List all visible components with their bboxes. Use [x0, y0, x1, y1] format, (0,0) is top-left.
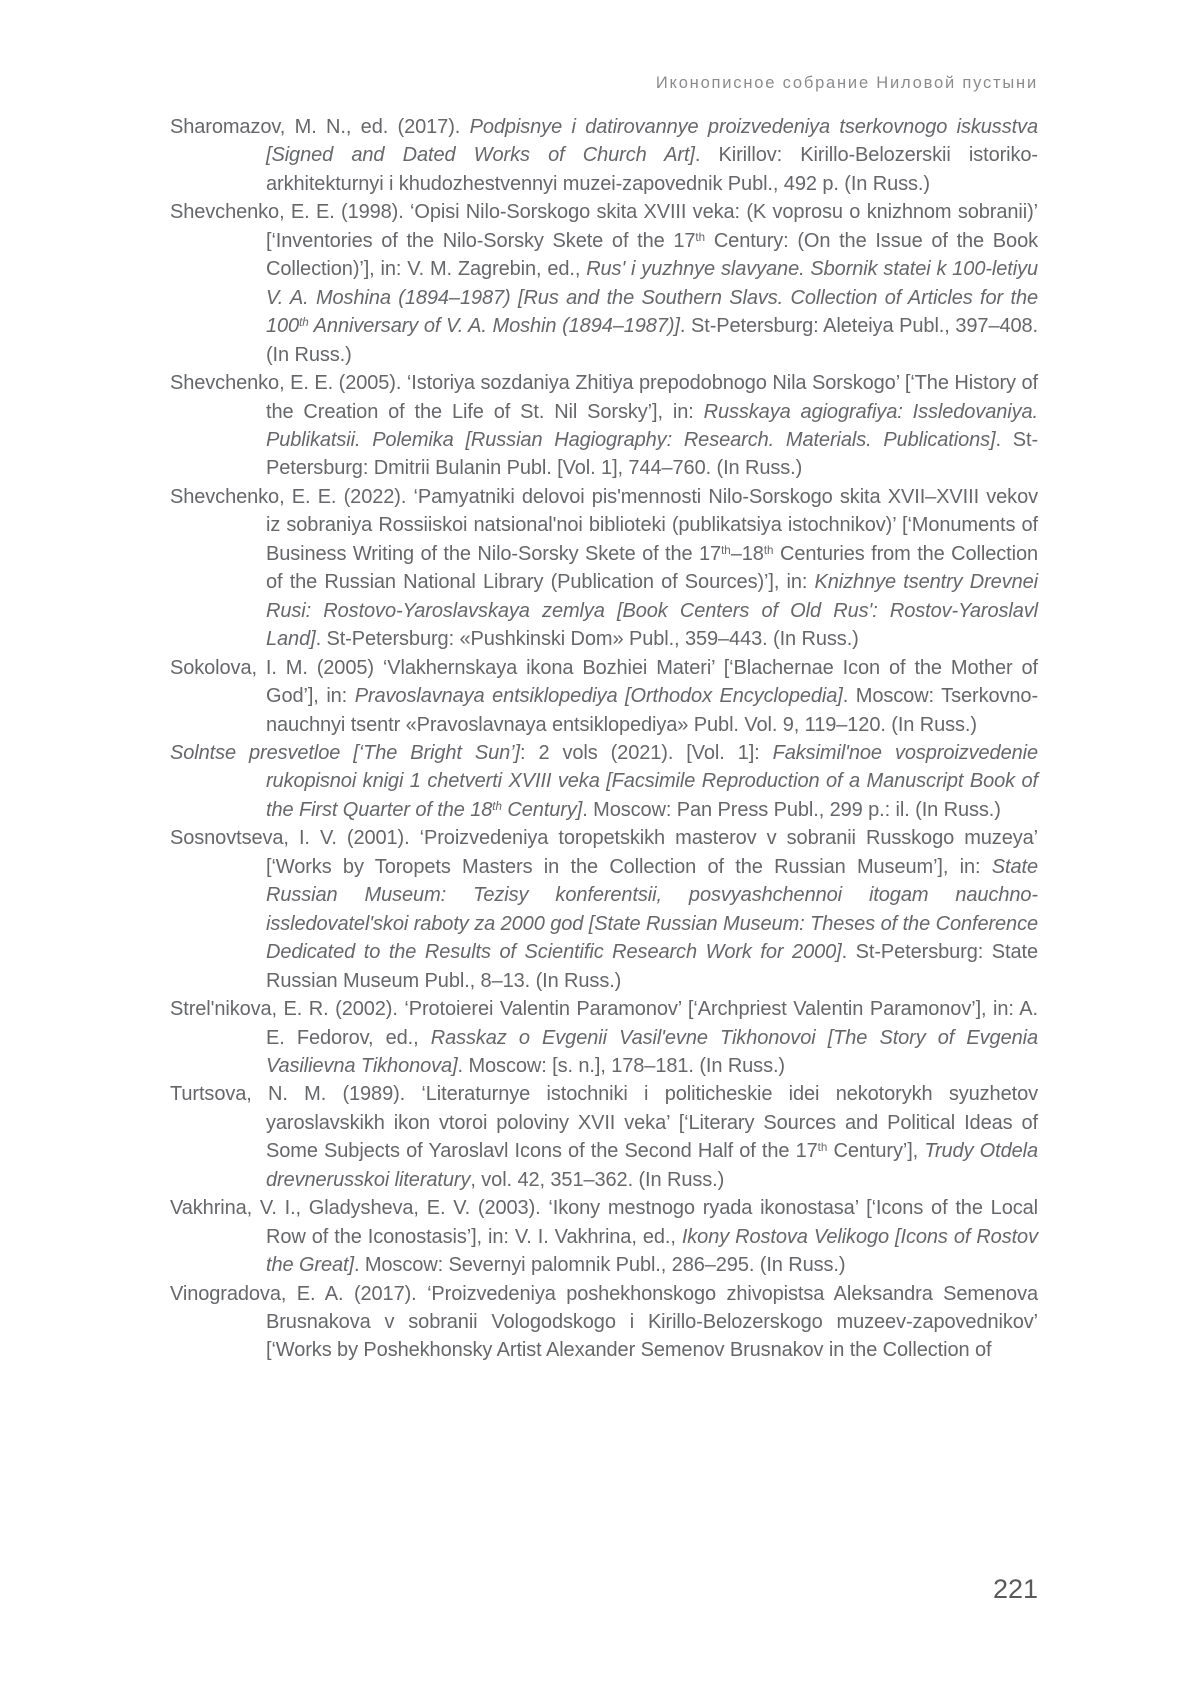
ref-text-segment: Strel'nikova, E. R. (2002). ‘Protoierei Valentin Paramonov’ [‘Archpriest Valentin Paramonov’], in: A. E. Fedorov, ed., [170, 998, 1038, 1049]
ref-text-segment: th [721, 543, 731, 557]
ref-text-segment: . St-Petersburg: Dmitrii Bulanin Publ. [Vol. 1], 744–760. (In Russ.) [266, 428, 1038, 480]
ref-text-segment: . St-Petersburg: Aleteiya Publ., 397–408. (In Russ.) [266, 315, 1038, 366]
ref-text-segment: . St-Petersburg: State Russian Museum Publ., 8–13. (In Russ.) [266, 941, 1038, 992]
reference-entry [170, 369, 1038, 483]
ref-text-segment: th [695, 230, 706, 244]
ref-text-segment: Ikony Rostova Velikogo [Icons of Rostov the Great] [266, 1225, 1038, 1277]
reference-list [170, 113, 1038, 1365]
ref-text-segment: Rus' i yuzhnye slavyane. Sbornik statei k 100-letiyu V. A. Moshina (1894–1987) [Rus and the Southern Slavs. Collection of Articles for the 100 [266, 258, 1039, 338]
ref-text-segment: Century] [501, 798, 583, 821]
ref-text-segment: th [299, 316, 309, 330]
ref-text-segment: . Moscow: Pan Press Publ., 299 p.: il. (In Russ.) [582, 798, 1001, 821]
ref-text-segment: Pravoslavnaya entsiklopediya [Orthodox Encyclopedia] [354, 685, 843, 708]
reference-entry [170, 483, 1038, 654]
reference-entry [170, 1280, 1038, 1365]
ref-text-segment: Vakhrina, V. I., Gladysheva, E. V. (2003). ‘Ikony mestnogo ryada ikonostasa’ [‘Icons of the Local Row of the Iconostasis’], in: V. I. Vakhrina, ed., [170, 1197, 1038, 1248]
ref-text-segment: th [492, 799, 502, 813]
ref-text-segment: Solntse presvetloe [‘The Bright Sun’] [170, 741, 520, 764]
ref-text-segment: Knizhnye tsentry Drevnei Rusi: Rostovo-Yaroslavskaya zemlya [Book Centers of Old Rus': Rostov-Yaroslavl Land] [266, 571, 1038, 651]
ref-text-segment: . Kirillov: Kirillo-Belozerskii istoriko-arkhitekturnyi i khudozhestvennyi muzei-zapovednik Publ., 492 p. (In Russ.) [266, 144, 1038, 195]
ref-text-segment: Vinogradova, E. A. (2017). ‘Proizvedeniya poshekhonskogo zhivopistsa Aleksandra Semenova Brusnakova v sobranii Vologodskogo i Kirillo-Belozerskogo muzeev-zapovednikov’ [‘Works by Poshekhonsky Artist Alexander Semenov Brusnakov in the Collection of [170, 1282, 1038, 1362]
reference-entry [170, 995, 1038, 1080]
ref-text-segment: Trudy Otdela drevnerusskoi literatury [266, 1140, 1039, 1191]
ref-text-segment: . Moscow: Severnyi palomnik Publ., 286–295. (In Russ.) [353, 1254, 846, 1277]
reference-entry [170, 739, 1038, 824]
reference-entry [170, 1080, 1038, 1194]
ref-text-segment: Rasskaz o Evgenii Vasil'evne Tikhonovoi [The Story of Evgenia Vasilievna Tikhonova] [266, 1026, 1038, 1077]
ref-text-segment: Podpisnye i datirovannye proizvedeniya tserkovnogo iskusstva [Signed and Dated Works of Church Art] [266, 116, 1038, 167]
ref-text-segment: Anniversary of V. A. Moshin (1894–1987)] [308, 315, 680, 338]
ref-text-segment: Russkaya agiografiya: Issledovaniya. Publikatsii. Polemika [Russian Hagiography: Research. Materials. Publications] [266, 400, 1038, 451]
ref-text-segment: th [763, 543, 774, 557]
reference-entry [170, 824, 1038, 995]
ref-text-segment: . Moscow: Tserkovno-nauchnyi tsentr «Pravoslavnaya entsiklopediya» Publ. Vol. 9, 119–120. (In Russ.) [266, 685, 1038, 736]
ref-text-segment: Sokolova, I. M. (2005) ‘Vlakhernskaya ikona Bozhiei Materi’ [‘Blachernae Icon of the Mother of God’], in: [170, 656, 1038, 708]
reference-entry [170, 654, 1038, 739]
ref-text-segment: th [817, 1141, 828, 1155]
ref-text-segment: –18 [730, 542, 764, 565]
ref-text-segment: Turtsova, N. M. (1989). ‘Literaturnye istochniki i politicheskie idei nekotorykh syuzhetov yaroslavskikh ikon vtoroi poloviny XVII veka’ [‘Literary Sources and Political Ideas of Some Subjects of Yaroslavl Icons of the Second Half of the 17 [170, 1083, 1038, 1163]
ref-text-segment: Sosnovtseva, I. V. (2001). ‘Proizvedeniya toropetskikh masterov v sobranii Russkogo muzeya’ [‘Works by Toropets Masters in the Collection of the Russian Museum’], in: [170, 827, 1038, 878]
ref-text-segment: Shevchenko, E. E. (1998). ‘Opisi Nilo-Sorskogo skita XVIII veka: (K voprosu o knizhnom sobranii)’ [‘Inventories of the Nilo-Sorsky Skete of the 17 [170, 201, 1038, 252]
running-header: Иконописное собрание Ниловой пустыни [655, 74, 1038, 92]
ref-text-segment: Sharomazov, M. N., ed. (2017). [170, 116, 470, 138]
ref-text-segment: Shevchenko, E. E. (2005). ‘Istoriya sozdaniya Zhitiya prepodobnogo Nila Sorskogo’ [‘The History of the Creation of the Life of St. Nil Sorsky’], in: [170, 372, 1038, 423]
ref-text-segment: , vol. 42, 351–362. (In Russ.) [470, 1168, 725, 1191]
ref-text-segment: Century: (On the Issue of the Book Collection)’], in: V. M. Zagrebin, ed., [266, 229, 1038, 281]
ref-text-segment: Shevchenko, E. E. (2022). ‘Pamyatniki delovoi pis'mennosti Nilo-Sorskogo skita XVII–XVIII vekov iz sobraniya Rossiiskoi natsional'noi biblioteki (publikatsiya istochnikov)’ [‘Monuments of Business Writing of the Nilo-Sorsky Skete of the 17 [170, 485, 1038, 565]
ref-text-segment: Century’], [827, 1140, 925, 1163]
ref-text-segment: . St-Petersburg: «Pushkinski Dom» Publ., 359–443. (In Russ.) [315, 628, 859, 651]
ref-text-segment: State Russian Museum: Tezisy konferentsii, posvyashchennoi itogam nauchno-issledovatel'skoi raboty za 2000 god [State Russian Museum: Theses of the Conference Dedicated to the Results of Scientific Research Work for 2000] [266, 855, 1038, 964]
ref-text-segment: . Moscow: [s. n.], 178–181. (In Russ.) [457, 1054, 785, 1077]
reference-entry [170, 113, 1038, 198]
reference-entry [170, 198, 1038, 369]
ref-text-segment: : 2 vols (2021). [Vol. 1]: [519, 741, 773, 764]
ref-text-segment: Centuries from the Collection of the Russian National Library (Publication of Sources)’], in: [266, 542, 1038, 594]
ref-text-segment: Faksimil'noe vosproizvedenie rukopisnoi knigi 1 chetverti XVIII veka [Facsimile Reproduction of a Manuscript Book of the First Quarter of the 18 [266, 741, 1038, 821]
reference-entry [170, 1194, 1038, 1279]
page-number: 221 [992, 1574, 1038, 1604]
